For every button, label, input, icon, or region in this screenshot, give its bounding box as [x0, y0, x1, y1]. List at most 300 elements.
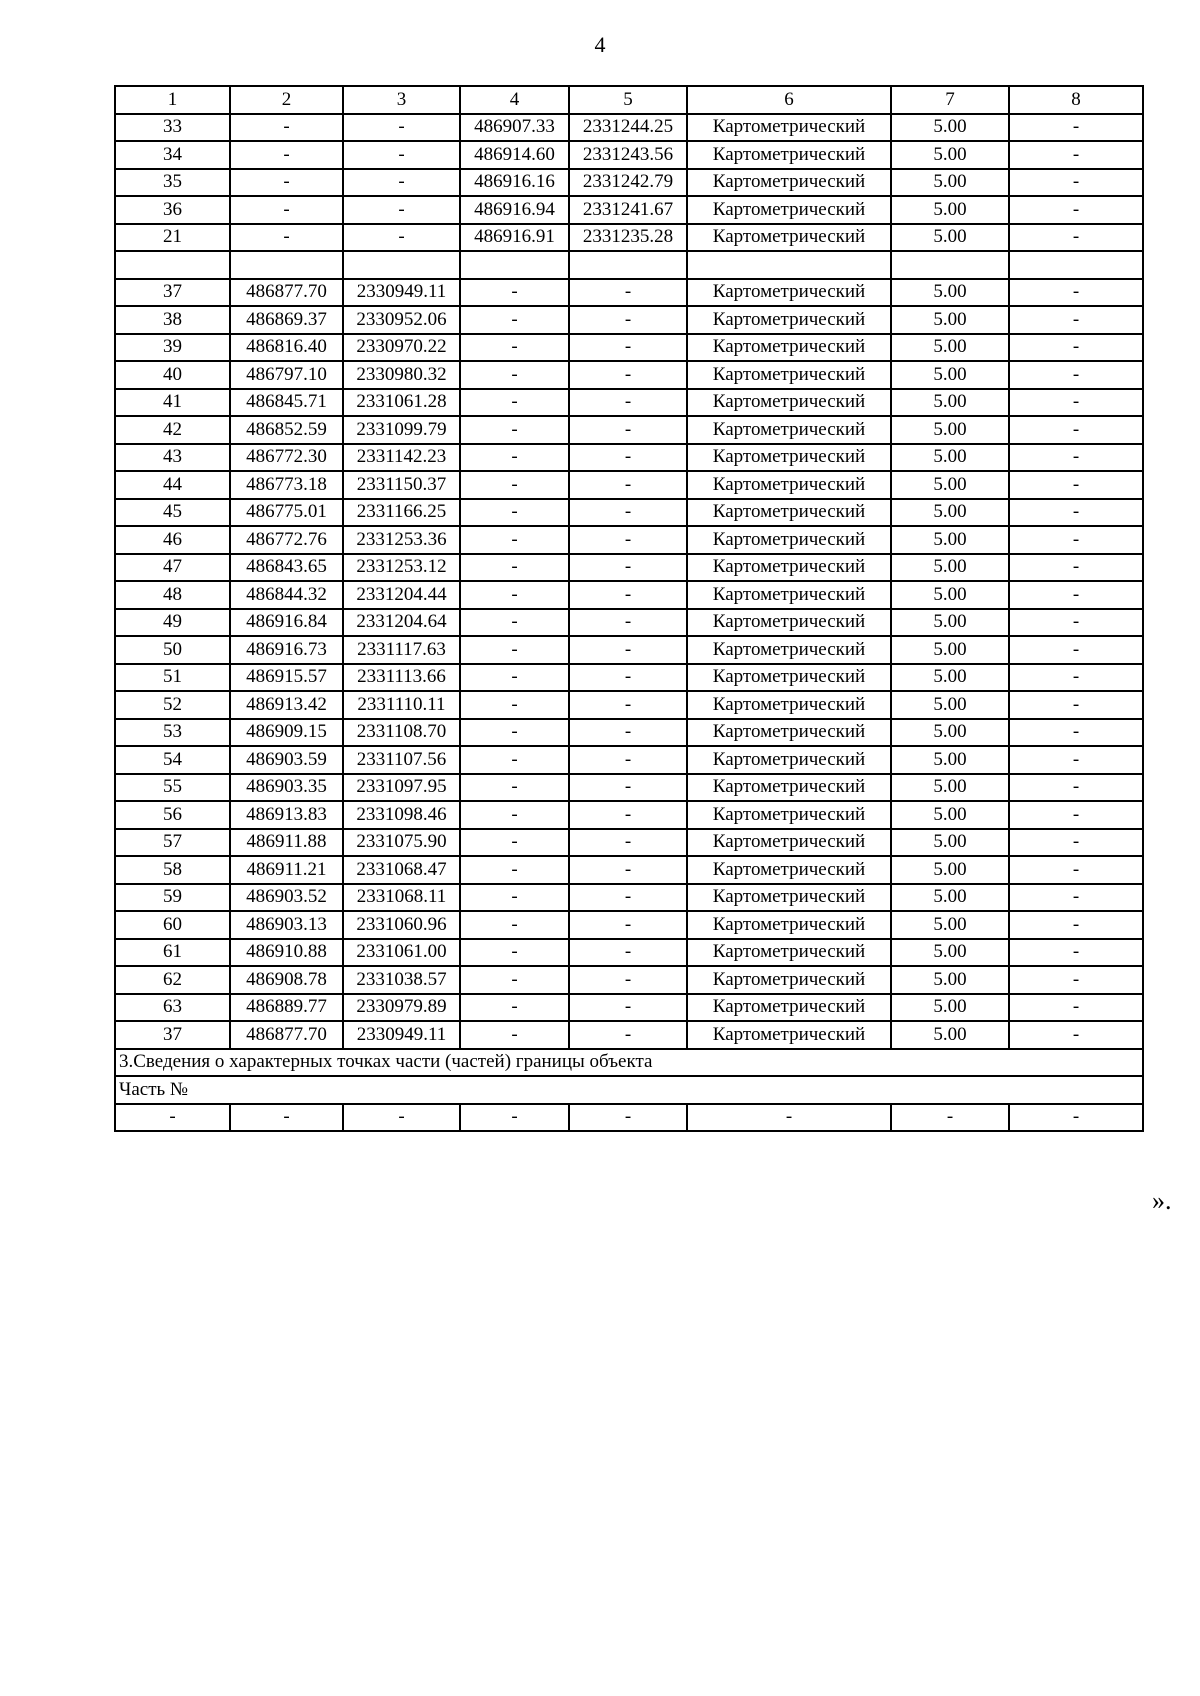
table-cell-col-1: 37 [115, 1021, 230, 1049]
table-cell-col-7: 5.00 [891, 416, 1009, 444]
table-cell-col-6: Картометрический [687, 444, 891, 472]
table-cell-col-4: 486916.16 [460, 169, 569, 197]
table-row [115, 719, 1143, 747]
table-cell-col-7: 5.00 [891, 691, 1009, 719]
table-cell-col-8: - [1009, 801, 1143, 829]
table-cell-col-2: 486915.57 [230, 664, 343, 692]
table-cell-col-4: 4 [460, 86, 569, 114]
table-cell-col-4: - [460, 939, 569, 967]
table-cell-col-4: - [460, 444, 569, 472]
table-cell-col-7: 5.00 [891, 526, 1009, 554]
table-cell-col-1: 63 [115, 994, 230, 1022]
table-cell-col-5: - [569, 416, 687, 444]
table-cell-col-2: 486910.88 [230, 939, 343, 967]
table-cell-col-7: 5.00 [891, 1021, 1009, 1049]
table-cell-col-2: - [230, 1104, 343, 1132]
table-cell-col-5: 2331235.28 [569, 224, 687, 252]
table-cell-col-4: - [460, 856, 569, 884]
table-cell-col-5: 2331244.25 [569, 114, 687, 142]
table-cell-col-7: 5.00 [891, 774, 1009, 802]
table-cell-col-8: - [1009, 224, 1143, 252]
part-number-row [115, 1076, 1143, 1104]
table-cell-col-8: - [1009, 416, 1143, 444]
table-cell-col-3: - [343, 196, 460, 224]
table-cell-col-7: 5.00 [891, 196, 1009, 224]
table-cell-col-1: 39 [115, 334, 230, 362]
table-cell-col-8: - [1009, 141, 1143, 169]
table-cell-col-3: 3 [343, 86, 460, 114]
table-row [115, 746, 1143, 774]
table-cell-col-1: 54 [115, 746, 230, 774]
table-cell-col-4: - [460, 884, 569, 912]
table-cell-col-5: - [569, 911, 687, 939]
table-cell-col-6: Картометрический [687, 196, 891, 224]
table-cell-col-5: 5 [569, 86, 687, 114]
table-cell-col-3: 2330980.32 [343, 361, 460, 389]
table-cell-col-5: - [569, 746, 687, 774]
table-cell-col-3: 2331107.56 [343, 746, 460, 774]
table-cell-col-1: 21 [115, 224, 230, 252]
table-cell-col-4: - [460, 829, 569, 857]
table-cell-col-3: 2330949.11 [343, 1021, 460, 1049]
table-cell-col-5: - [569, 801, 687, 829]
table-cell-col-8: - [1009, 719, 1143, 747]
table-row [115, 1021, 1143, 1049]
table-cell-col-8: - [1009, 856, 1143, 884]
table-cell-col-5: - [569, 306, 687, 334]
table-cell-col-6: Картометрический [687, 526, 891, 554]
table-cell-col-1: 47 [115, 554, 230, 582]
table-cell-col-5: - [569, 774, 687, 802]
table-cell-col-2: 486909.15 [230, 719, 343, 747]
table-cell-col-3: 2331204.44 [343, 581, 460, 609]
table-cell-col-5: - [569, 389, 687, 417]
table-cell-col-7: 5.00 [891, 361, 1009, 389]
table-cell-col-6: Картометрический [687, 829, 891, 857]
table-cell-col-7: - [891, 1104, 1009, 1132]
table-cell-col-1: 60 [115, 911, 230, 939]
table-cell-col-2: 486911.21 [230, 856, 343, 884]
table-cell-col-7: 5.00 [891, 169, 1009, 197]
table-cell-col-4: - [460, 801, 569, 829]
table-cell-col-2: 2 [230, 86, 343, 114]
table-cell-col-3: 2330949.11 [343, 279, 460, 307]
table-cell-col-4 [460, 251, 569, 279]
table-cell-col-1: 57 [115, 829, 230, 857]
coordinates-table [114, 85, 1144, 1132]
table-cell-col-1: 44 [115, 471, 230, 499]
table-cell-col-3: 2331068.47 [343, 856, 460, 884]
table-cell-col-4: - [460, 471, 569, 499]
table-cell-col-8: - [1009, 471, 1143, 499]
table-row [115, 581, 1143, 609]
table-cell-col-1: 59 [115, 884, 230, 912]
table-cell-col-6: Картометрический [687, 911, 891, 939]
table-cell-col-4: - [460, 719, 569, 747]
table-cell-col-4: - [460, 774, 569, 802]
table-cell-col-4: - [460, 1021, 569, 1049]
table-cell-col-1: 33 [115, 114, 230, 142]
table-cell-col-3: - [343, 224, 460, 252]
table-cell-col-2: 486869.37 [230, 306, 343, 334]
table-cell-col-8: - [1009, 994, 1143, 1022]
table-cell-col-5: - [569, 1104, 687, 1132]
table-cell-col-6: Картометрический [687, 939, 891, 967]
table-cell-col-8: - [1009, 609, 1143, 637]
table-header-row [115, 86, 1143, 114]
table-row [115, 361, 1143, 389]
table-cell-col-7: 5.00 [891, 719, 1009, 747]
table-cell-col-6: Картометрический [687, 801, 891, 829]
table-cell-col-5: - [569, 581, 687, 609]
table-cell-col-8: - [1009, 1021, 1143, 1049]
table-cell-col-1: 56 [115, 801, 230, 829]
table-cell-col-6: Картометрический [687, 994, 891, 1022]
table-cell-col-5: - [569, 279, 687, 307]
table-cell-col-5: - [569, 526, 687, 554]
table-cell-col-3: 2331166.25 [343, 499, 460, 527]
table-cell-col-4: 486916.94 [460, 196, 569, 224]
table-row [115, 966, 1143, 994]
table-cell-col-1: 37 [115, 279, 230, 307]
table-cell-col-7: 5.00 [891, 911, 1009, 939]
table-cell-col-7: 5.00 [891, 801, 1009, 829]
page-number: 4 [594, 32, 606, 57]
table-cell-col-1: 36 [115, 196, 230, 224]
table-cell-col-2: - [230, 169, 343, 197]
table-cell-col-1 [115, 251, 230, 279]
table-cell-col-3: - [343, 169, 460, 197]
table-row [115, 609, 1143, 637]
table-cell-col-5: - [569, 1021, 687, 1049]
table-cell-col-3: 2331038.57 [343, 966, 460, 994]
table-cell-col-7: 7 [891, 86, 1009, 114]
table-cell-col-2: 486908.78 [230, 966, 343, 994]
table-cell-col-6: Картометрический [687, 554, 891, 582]
table-cell-col-2: 486797.10 [230, 361, 343, 389]
table-cell-col-3: - [343, 1104, 460, 1132]
table-cell-col-3: 2331099.79 [343, 416, 460, 444]
table-cell-col-5: - [569, 334, 687, 362]
table-cell-col-8: - [1009, 306, 1143, 334]
table-cell-col-1: 43 [115, 444, 230, 472]
table-cell-col-2: 486911.88 [230, 829, 343, 857]
table-cell-col-6: Картометрический [687, 169, 891, 197]
table-row [115, 939, 1143, 967]
table-cell-col-3: 2331068.11 [343, 884, 460, 912]
table-row [115, 279, 1143, 307]
table-cell-col-6: Картометрический [687, 966, 891, 994]
table-cell-col-2: 486877.70 [230, 1021, 343, 1049]
table-cell-col-3: 2331110.11 [343, 691, 460, 719]
table-cell-col-8: - [1009, 911, 1143, 939]
table-cell-col-3: 2331117.63 [343, 636, 460, 664]
table-cell-col-6: Картометрический [687, 306, 891, 334]
table-row [115, 911, 1143, 939]
table-cell-col-4: - [460, 966, 569, 994]
table-cell-col-8: - [1009, 636, 1143, 664]
table-row [115, 636, 1143, 664]
table-cell-col-8: - [1009, 691, 1143, 719]
table-cell-col-1: 61 [115, 939, 230, 967]
table-row [115, 526, 1143, 554]
table-cell-col-6: Картометрический [687, 581, 891, 609]
table-cell-col-8: - [1009, 554, 1143, 582]
table-cell-col-3: 2331098.46 [343, 801, 460, 829]
table-cell-col-7: 5.00 [891, 444, 1009, 472]
table-cell-col-6: Картометрический [687, 499, 891, 527]
table-cell-col-6: Картометрический [687, 719, 891, 747]
table-cell-col-3: - [343, 114, 460, 142]
table-cell-col-2: 486916.84 [230, 609, 343, 637]
table-cell-col-6: Картометрический [687, 664, 891, 692]
table-cell-col-3: 2331204.64 [343, 609, 460, 637]
table-cell-col-1: 58 [115, 856, 230, 884]
table-cell-col-8: - [1009, 389, 1143, 417]
table-row [115, 554, 1143, 582]
table-cell-col-3: 2331108.70 [343, 719, 460, 747]
table-cell-col-6: Картометрический [687, 334, 891, 362]
table-cell-col-6: Картометрический [687, 884, 891, 912]
table-cell-col-7: 5.00 [891, 141, 1009, 169]
table-cell-col-4: - [460, 416, 569, 444]
table-cell-col-4: - [460, 1104, 569, 1132]
table-row [115, 444, 1143, 472]
table-cell-col-7: 5.00 [891, 334, 1009, 362]
table-cell-col-3: 2331075.90 [343, 829, 460, 857]
table-cell-col-8: - [1009, 664, 1143, 692]
table-cell-col-3: 2331097.95 [343, 774, 460, 802]
table-cell-col-3: - [343, 141, 460, 169]
table-cell-col-1: 55 [115, 774, 230, 802]
table-cell-col-5: 2331242.79 [569, 169, 687, 197]
table-cell-col-6: 6 [687, 86, 891, 114]
table-row [115, 664, 1143, 692]
table-cell-col-8: - [1009, 169, 1143, 197]
table-cell-col-5: - [569, 499, 687, 527]
part-number-row-text: Часть № [115, 1076, 1143, 1104]
table-cell-col-6: Картометрический [687, 141, 891, 169]
table-cell-col-4: - [460, 279, 569, 307]
table-cell-col-1: 49 [115, 609, 230, 637]
table-cell-col-4: - [460, 746, 569, 774]
table-row [115, 334, 1143, 362]
table-cell-col-2: 486773.18 [230, 471, 343, 499]
table-cell-col-7: 5.00 [891, 306, 1009, 334]
table-cell-col-2: 486889.77 [230, 994, 343, 1022]
table-cell-col-5: - [569, 444, 687, 472]
table-row [115, 224, 1143, 252]
table-cell-col-4: - [460, 361, 569, 389]
table-cell-col-7: 5.00 [891, 829, 1009, 857]
table-cell-col-5: 2331241.67 [569, 196, 687, 224]
table-cell-col-3: 2330952.06 [343, 306, 460, 334]
table-cell-col-8: - [1009, 746, 1143, 774]
table-cell-col-4: - [460, 554, 569, 582]
table-cell-col-4: - [460, 691, 569, 719]
table-cell-col-5: - [569, 719, 687, 747]
table-cell-col-1: 40 [115, 361, 230, 389]
table-cell-col-3: 2331060.96 [343, 911, 460, 939]
table-cell-col-6: Картометрический [687, 609, 891, 637]
table-cell-col-7: 5.00 [891, 471, 1009, 499]
table-cell-col-2: - [230, 141, 343, 169]
table-cell-col-1: 46 [115, 526, 230, 554]
table-cell-col-2: 486816.40 [230, 334, 343, 362]
coordinates-table-body [115, 86, 1143, 1131]
table-cell-col-7: 5.00 [891, 114, 1009, 142]
table-cell-col-4: - [460, 389, 569, 417]
table-cell-col-2 [230, 251, 343, 279]
table-cell-col-4: 486914.60 [460, 141, 569, 169]
table-cell-col-6: Картометрический [687, 856, 891, 884]
table-cell-col-5: - [569, 966, 687, 994]
table-row [115, 306, 1143, 334]
table-cell-col-2: - [230, 196, 343, 224]
table-row [115, 691, 1143, 719]
table-cell-col-2: 486903.59 [230, 746, 343, 774]
table-cell-col-4: - [460, 306, 569, 334]
table-cell-col-1: 42 [115, 416, 230, 444]
table-cell-col-8: - [1009, 939, 1143, 967]
table-cell-col-1: 51 [115, 664, 230, 692]
table-cell-col-2: 486775.01 [230, 499, 343, 527]
table-cell-col-1: - [115, 1104, 230, 1132]
table-cell-col-6: Картометрический [687, 1021, 891, 1049]
table-row [115, 169, 1143, 197]
table-cell-col-8 [1009, 251, 1143, 279]
table-cell-col-7: 5.00 [891, 664, 1009, 692]
table-cell-col-1: 41 [115, 389, 230, 417]
table-cell-col-3: 2330979.89 [343, 994, 460, 1022]
table-cell-col-7: 5.00 [891, 939, 1009, 967]
table-cell-col-7: 5.00 [891, 389, 1009, 417]
table-cell-col-2: 486772.30 [230, 444, 343, 472]
table-cell-col-4: - [460, 581, 569, 609]
table-cell-col-6: Картометрический [687, 389, 891, 417]
table-cell-col-4: - [460, 499, 569, 527]
table-cell-col-7: 5.00 [891, 856, 1009, 884]
table-cell-col-2: 486913.83 [230, 801, 343, 829]
table-cell-col-8: - [1009, 499, 1143, 527]
table-cell-col-1: 1 [115, 86, 230, 114]
table-cell-col-7: 5.00 [891, 499, 1009, 527]
table-cell-col-5 [569, 251, 687, 279]
table-cell-col-1: 48 [115, 581, 230, 609]
table-cell-col-8: - [1009, 279, 1143, 307]
table-cell-col-3: 2331061.28 [343, 389, 460, 417]
table-cell-col-5: - [569, 471, 687, 499]
table-cell-col-3: 2331142.23 [343, 444, 460, 472]
table-cell-col-2: 486913.42 [230, 691, 343, 719]
table-cell-col-7: 5.00 [891, 224, 1009, 252]
table-cell-col-1: 50 [115, 636, 230, 664]
table-cell-col-8: - [1009, 114, 1143, 142]
table-cell-col-2: 486852.59 [230, 416, 343, 444]
table-cell-col-5: - [569, 636, 687, 664]
table-cell-col-8: - [1009, 196, 1143, 224]
table-cell-col-4: 486907.33 [460, 114, 569, 142]
table-cell-col-4: - [460, 664, 569, 692]
table-cell-col-5: - [569, 554, 687, 582]
table-cell-col-5: - [569, 856, 687, 884]
table-row [115, 994, 1143, 1022]
table-cell-col-8: - [1009, 829, 1143, 857]
table-row [115, 801, 1143, 829]
table-cell-col-6: Картометрический [687, 361, 891, 389]
table-cell-col-4: - [460, 334, 569, 362]
table-row [115, 196, 1143, 224]
table-empty-separator-row [115, 251, 1143, 279]
table-cell-col-2: 486845.71 [230, 389, 343, 417]
table-cell-col-1: 62 [115, 966, 230, 994]
table-cell-col-4: - [460, 911, 569, 939]
table-cell-col-2: 486903.13 [230, 911, 343, 939]
table-cell-col-7: 5.00 [891, 746, 1009, 774]
table-cell-col-4: - [460, 994, 569, 1022]
table-cell-col-5: - [569, 884, 687, 912]
table-cell-col-5: - [569, 691, 687, 719]
table-cell-col-5: - [569, 609, 687, 637]
table-cell-col-5: - [569, 994, 687, 1022]
table-cell-col-6: Картометрический [687, 114, 891, 142]
section-3-title-row [115, 1049, 1143, 1077]
table-cell-col-4: - [460, 609, 569, 637]
table-cell-col-6: Картометрический [687, 279, 891, 307]
table-cell-col-8: - [1009, 361, 1143, 389]
table-cell-col-2: 486877.70 [230, 279, 343, 307]
table-cell-col-4: 486916.91 [460, 224, 569, 252]
table-cell-col-8: - [1009, 966, 1143, 994]
table-cell-col-5: - [569, 939, 687, 967]
table-cell-col-5: - [569, 829, 687, 857]
table-cell-col-8: - [1009, 1104, 1143, 1132]
table-cell-col-7: 5.00 [891, 581, 1009, 609]
table-cell-col-8: 8 [1009, 86, 1143, 114]
table-cell-col-6 [687, 251, 891, 279]
table-cell-col-8: - [1009, 444, 1143, 472]
table-cell-col-7: 5.00 [891, 609, 1009, 637]
table-cell-col-1: 53 [115, 719, 230, 747]
table-row [115, 141, 1143, 169]
table-cell-col-6: Картометрический [687, 691, 891, 719]
table-row [115, 499, 1143, 527]
table-cell-col-3: 2330970.22 [343, 334, 460, 362]
table-cell-col-6: Картометрический [687, 471, 891, 499]
table-cell-col-7: 5.00 [891, 636, 1009, 664]
table-cell-col-4: - [460, 636, 569, 664]
table-cell-col-3: 2331253.36 [343, 526, 460, 554]
table-cell-col-2: - [230, 224, 343, 252]
table-cell-col-7: 5.00 [891, 884, 1009, 912]
table-cell-col-5: - [569, 361, 687, 389]
table-cell-col-2: 486916.73 [230, 636, 343, 664]
table-cell-col-2: 486844.32 [230, 581, 343, 609]
table-cell-col-1: 35 [115, 169, 230, 197]
section-3-title-row-text: 3.Сведения о характерных точках части (частей) границы объекта [115, 1049, 1143, 1077]
closing-quote-mark: ». [1152, 1186, 1172, 1215]
table-cell-col-6: Картометрический [687, 224, 891, 252]
table-cell-col-3: 2331113.66 [343, 664, 460, 692]
table-cell-col-1: 52 [115, 691, 230, 719]
table-cell-col-6: Картометрический [687, 746, 891, 774]
table-row [115, 1104, 1143, 1132]
table-row [115, 416, 1143, 444]
table-cell-col-7: 5.00 [891, 279, 1009, 307]
table-cell-col-8: - [1009, 774, 1143, 802]
table-row [115, 471, 1143, 499]
table-row [115, 829, 1143, 857]
